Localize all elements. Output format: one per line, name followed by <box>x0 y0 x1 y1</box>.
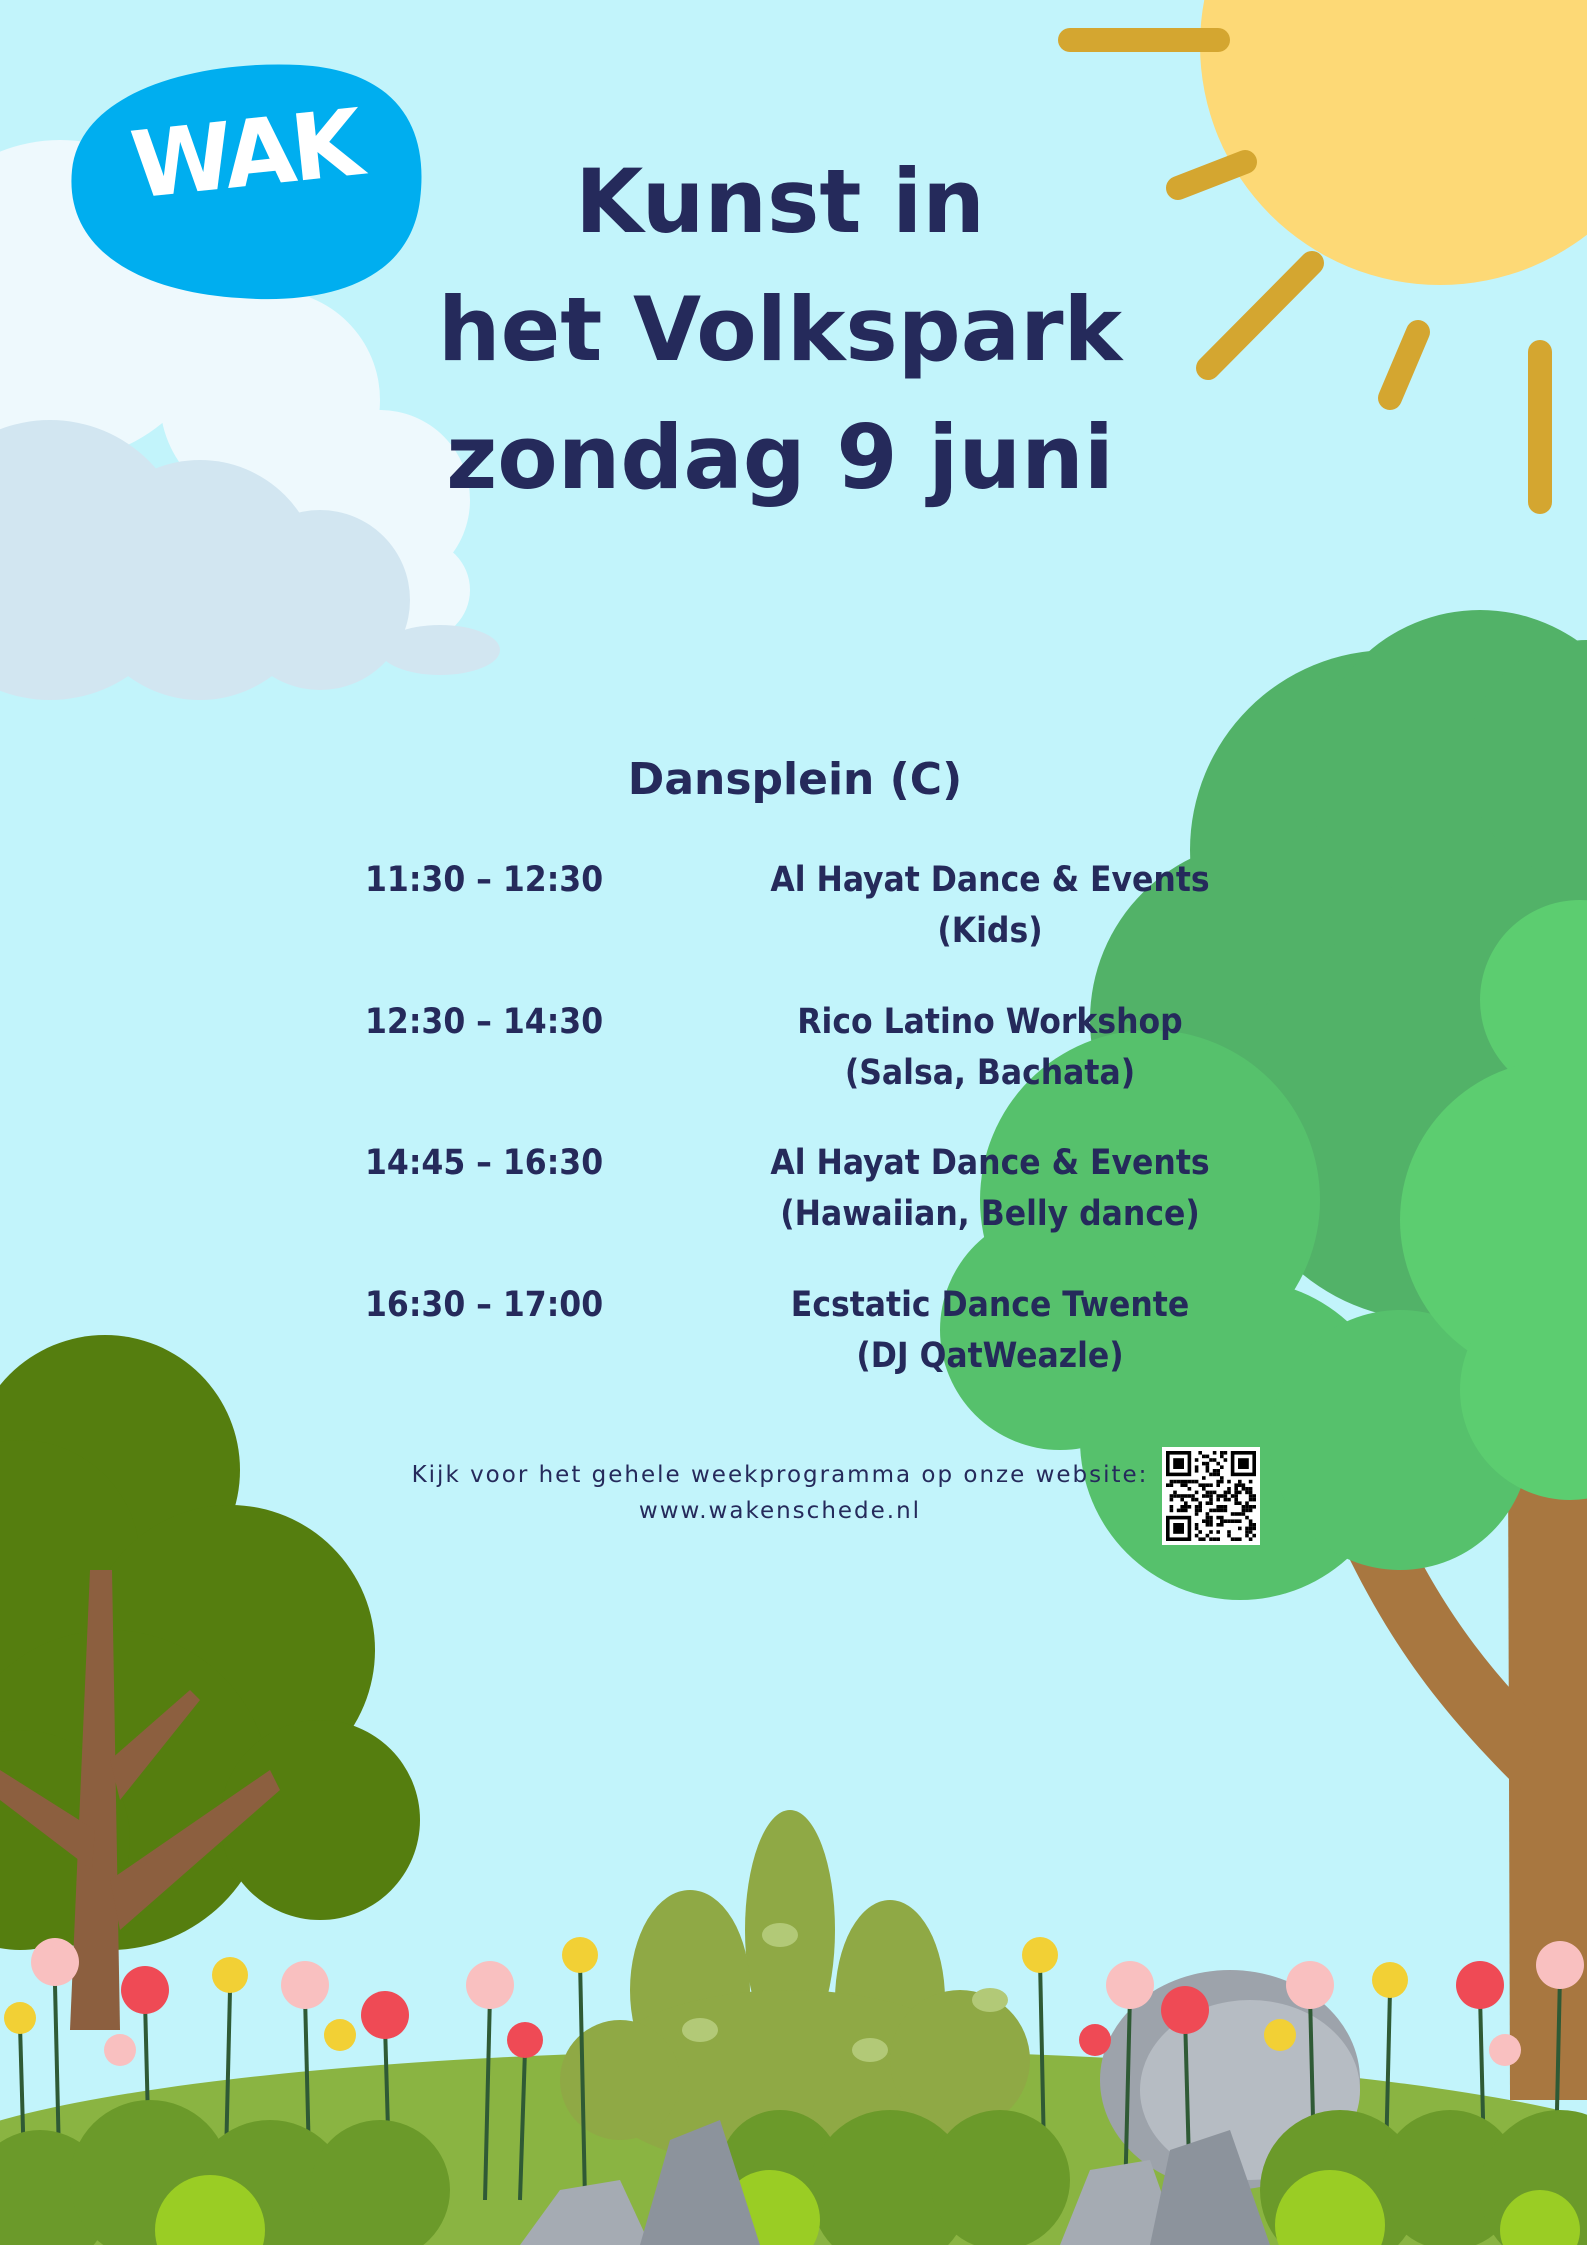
title-line-2: het Volkspark <box>437 278 1123 381</box>
website-link[interactable]: www.wakenschede.nl <box>638 1498 922 1524</box>
footer-text: Kijk voor het gehele weekprogramma op onze website: <box>411 1462 1149 1488</box>
qr-code-icon[interactable] <box>1162 1447 1260 1545</box>
schedule-act: Rico Latino Workshop <box>797 1002 1183 1042</box>
schedule-act-detail: (DJ QatWeazle) <box>856 1336 1124 1376</box>
schedule-time: 12:30 – 14:30 <box>365 1002 604 1042</box>
title-line-3: zondag 9 juni <box>446 406 1114 509</box>
schedule-time: 11:30 – 12:30 <box>365 860 604 900</box>
schedule-act: Al Hayat Dance & Events <box>770 860 1210 900</box>
schedule-act: Ecstatic Dance Twente <box>790 1285 1190 1325</box>
schedule-act: Al Hayat Dance & Events <box>770 1143 1210 1183</box>
schedule-time: 16:30 – 17:00 <box>365 1285 604 1325</box>
schedule-time: 14:45 – 16:30 <box>365 1143 604 1183</box>
schedule-act-detail: (Hawaiian, Belly dance) <box>780 1194 1200 1234</box>
section-title: Dansplein (C) <box>627 754 963 805</box>
schedule-act-detail: (Kids) <box>937 911 1043 951</box>
left-tree-icon <box>0 1335 420 2030</box>
title-line-1: Kunst in <box>575 150 985 253</box>
schedule-act-detail: (Salsa, Bachata) <box>844 1053 1136 1093</box>
logo-text: WAK <box>126 89 364 220</box>
